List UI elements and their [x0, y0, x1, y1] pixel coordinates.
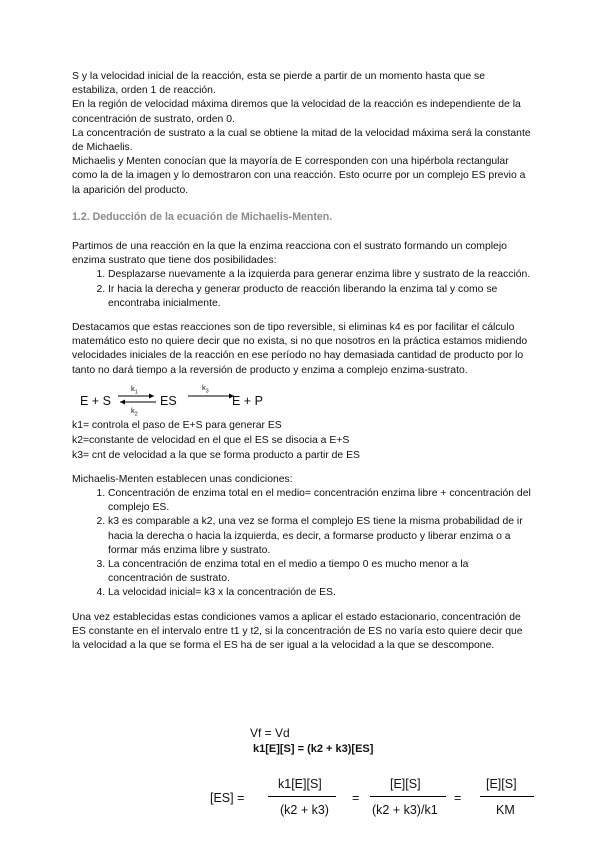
frac1-denominator: (k2 + k3)	[280, 803, 329, 817]
reaction-scheme	[72, 382, 532, 416]
frac3-line	[480, 796, 534, 797]
def-k2: k2=constante de velocidad en el que el ES se disocia a E+S	[72, 434, 350, 446]
frac2-denominator: (k2 + k3)/k1	[372, 803, 438, 817]
def-k1: k1= controla el paso de E+S para generar ES	[72, 419, 282, 431]
k3-label: $k_3$	[202, 382, 209, 395]
def-k3: k3= cnt de velocidad a la que se forma producto a partir de ES	[72, 449, 360, 461]
paragraph-2: Partimos de una reacción en la que la enzima reacciona con el sustrato formando un complejo enzima sustrato que tiene dos posibilidades:	[72, 241, 507, 267]
list-item: 2. k3 es comparable a k2, una vez se forma el complejo ES tiene la misma probabilidad de ir hacia la derecha o hacia la izquierda, es decir, a formarse producto y liberar enzima o a formar más enzima libre y sustrato.	[108, 515, 532, 558]
es-lhs: [ES] =	[210, 791, 245, 805]
section-heading: 1.2. Deducción de la ecuación de Michaelis-Menten.	[72, 210, 333, 223]
complex-es: ES	[160, 393, 177, 408]
products: E + P	[232, 393, 263, 408]
frac1-numerator: k1[E][S]	[278, 777, 322, 791]
paragraph-3: Destacamos que estas reacciones son de tipo reversible, si eliminas k4 es por facilitar el cálculo matemático esto no quiere decir que no exista, si no que nosotros en la práctica estamos midiendo velocidades iniciales de la reacción en ese período no hay demasiada cantidad de producto por lo tanto no dará tiempo a la reversión de producto y enzima a complejo enzima-sustrato.	[72, 322, 528, 376]
paragraph-1d: Michaelis y Menten conocían que la mayoría de E corresponden con una hipérbola rectangular como la de la imagen y lo demostraron con una reacción. Esto ocurre por un complejo ES previo a la aparición del producto.	[72, 156, 526, 196]
document-page	[72, 70, 532, 653]
equals-b: =	[454, 791, 462, 805]
possibilities-list	[72, 268, 532, 311]
equation-steady-state: Vf = Vd	[250, 726, 290, 740]
reactants: E + S	[80, 393, 111, 408]
list-item: 3. La concentración de enzima total en el medio a tiempo 0 es mucho menor a la concentración de sustrato.	[108, 558, 532, 586]
equation-rates: k1[E][S] = (k2 + k3)[ES]	[253, 743, 374, 755]
list-item: 4. La velocidad inicial= k3 x la concentración de ES.	[108, 586, 532, 600]
paragraph-5: Una vez establecidas estas condiciones vamos a aplicar el estado estacionario, concentración de ES constante en el intervalo entre t1 y t2, si la concentración de ES no varía esto quiere decir que la velocidad a la que se forma el ES ha de ser igual a la velocidad a la que se descompone.	[72, 611, 523, 652]
conditions-list	[72, 487, 532, 601]
k2-label: $k_2$	[131, 405, 138, 418]
forward-arrow-icon	[186, 390, 238, 402]
paragraph-4: Michaelis-Menten establecen unas condiciones:	[72, 473, 293, 485]
frac1-line	[268, 796, 336, 797]
list-item: 2. Ir hacia la derecha y generar producto de reacción liberando la enzima tal y como se encontraba inicialmente.	[108, 283, 532, 311]
paragraph-1b: En la región de velocidad máxima diremos que la velocidad de la reacción es independiente de la concentración de sustrato, orden 0.	[72, 99, 521, 125]
list-item: 1. Desplazarse nuevamente a la izquierda para generar enzima libre y sustrato de la reacción.	[108, 268, 532, 282]
frac3-denominator: KM	[496, 803, 515, 817]
paragraph-1c: La concentración de sustrato a la cual se obtiene la mitad de la velocidad máxima será la constante de Michaelis.	[72, 127, 531, 154]
list-item: 1. Concentración de enzima total en el medio= concentración enzima libre + concentración del complejo ES.	[108, 487, 532, 515]
es-equation	[210, 775, 540, 825]
frac2-numerator: [E][S]	[390, 777, 421, 791]
k1-label: $k_1$	[131, 383, 138, 396]
paragraph-1a: S y la velocidad inicial de la reacción, esta se pierde a partir de un momento hasta que se estabiliza, orden 1 de reacción.	[72, 71, 485, 97]
equals-a: =	[352, 791, 360, 805]
constant-definitions	[72, 418, 532, 463]
frac3-numerator: [E][S]	[486, 777, 517, 791]
frac2-line	[370, 796, 446, 797]
